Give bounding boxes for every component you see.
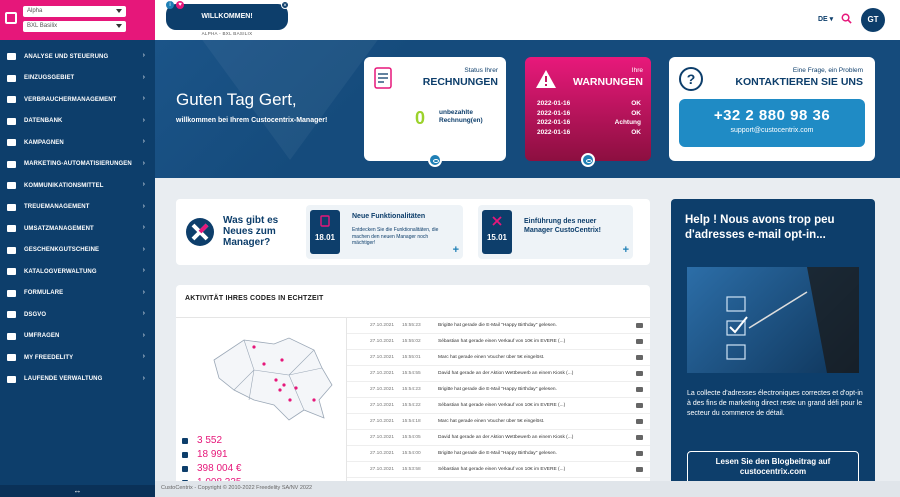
chevron-right-icon: › [142, 288, 145, 296]
sidebar-item[interactable] [0, 326, 155, 348]
sidebar-item-label: EINZUGSGEBIET [24, 75, 75, 82]
belgium-map [204, 330, 339, 425]
sidebar-header [0, 0, 155, 40]
contact-title-top: Eine Frage, ein Problem [792, 67, 863, 74]
sidebar-item-label: UMFRAGEN [24, 333, 60, 340]
sidebar-item-label: UMSATZMANAGEMENT [24, 225, 94, 232]
sidebar-item[interactable] [0, 154, 155, 176]
sidebar-item-label: DSGVO [24, 311, 47, 318]
sidebar-item-label: ANALYSE UND STEUERUNG [24, 53, 109, 60]
contact-email[interactable]: support@custocentrix.com [730, 127, 814, 134]
activity-msg: Brigitte hat gerade die E-Mail "Happy Birthday" gelesen. [438, 323, 557, 328]
warnings-list [537, 100, 641, 138]
plus-icon[interactable]: + [452, 244, 459, 256]
sidebar-item[interactable] [0, 261, 155, 283]
eye-icon[interactable] [581, 153, 595, 167]
sidebar-item[interactable] [0, 46, 155, 68]
chevron-right-icon: › [142, 202, 145, 210]
activity-date: 27.10.2021 [370, 451, 395, 456]
handshake-icon [6, 203, 17, 212]
news-card-title: Neue Funktionalitäten [352, 213, 426, 220]
database-icon [6, 117, 17, 126]
activity-row [347, 430, 650, 446]
chevron-right-icon: › [142, 138, 145, 145]
activity-row [347, 398, 650, 414]
sidebar-item[interactable] [0, 89, 155, 111]
sidebar-item-label: TREUEMANAGEMENT [24, 204, 90, 211]
chevron-right-icon: › [142, 116, 145, 124]
activity-msg: David hat gerade an der Aktion Wettbewerb an einem Kiosk (...) [438, 435, 574, 440]
activity-row [347, 414, 650, 430]
warning-icon [535, 69, 557, 89]
language-select[interactable]: DE ▾ [818, 16, 834, 23]
info-icon[interactable]: i [166, 1, 174, 9]
invoices-title: RECHNUNGEN [422, 76, 498, 88]
tools-icon [491, 215, 503, 227]
greeting-subtitle: willkommen bei Ihrem Custocentrix-Manager! [176, 117, 328, 124]
gift-card-icon [6, 246, 17, 255]
map-icon [6, 74, 17, 83]
tools-icon [6, 181, 17, 190]
invoices-count: 0 [415, 108, 426, 128]
activity-time: 15:54:22 [402, 403, 421, 408]
news-date-badge: 15.01 [482, 210, 512, 254]
activity-date: 27.10.2021 [370, 403, 395, 408]
mail-icon [636, 451, 643, 456]
activity-time: 15:54:55 [402, 371, 421, 376]
warning-status: OK [631, 109, 641, 117]
chevron-right-icon: › [142, 181, 145, 188]
activity-time: 15:53:58 [402, 467, 421, 472]
cart-icon [182, 452, 188, 458]
stat-mails: 3 552 [182, 435, 222, 446]
account-select[interactable]: Alpha [23, 6, 126, 17]
store-icon [5, 12, 17, 24]
activity-time: 15:55:02 [402, 339, 421, 344]
chevron-right-icon: › [142, 52, 145, 59]
activity-date: 27.10.2021 [370, 387, 395, 392]
activity-msg: Brigitte hat gerade die E-Mail "Happy Birthday" gelesen. [438, 451, 557, 456]
activity-row [347, 446, 650, 462]
activity-time: 15:54:05 [402, 435, 421, 440]
sidebar-item-label: VERBRAUCHERMANAGEMENT [24, 96, 117, 103]
sidebar-item-label: KATALOGVERWALTUNG [24, 268, 97, 275]
invoice-icon [374, 67, 392, 89]
activity-msg: Sébastian hat gerade einen Verkauf von 10€ im EVERE (...) [438, 403, 566, 408]
warning-status: OK [631, 128, 641, 136]
footer: CustoCentrix - Copyright © 2010-2022 Freedelity SA/NV 2022 [155, 481, 900, 497]
survey-icon [6, 332, 17, 341]
activity-row [347, 462, 650, 478]
chart-line-icon [6, 52, 17, 61]
chevron-right-icon: › [142, 245, 145, 253]
warning-date: 2022-01-16 [537, 109, 571, 117]
warning-status: Achtung [614, 119, 641, 126]
activity-msg: Sébastian hat gerade einen Verkauf von 10€ im EVERE (...) [438, 339, 566, 344]
activity-time: 15:54:23 [402, 387, 421, 392]
warning-row [537, 119, 641, 129]
sidebar-menu [0, 46, 155, 390]
search-icon[interactable] [841, 13, 852, 24]
sidebar-item[interactable] [0, 283, 155, 305]
custocentrix-logo-icon [185, 217, 215, 247]
close-icon[interactable]: × [281, 1, 289, 9]
chevron-right-icon: › [142, 73, 145, 81]
top-header [155, 0, 900, 40]
automation-icon [6, 160, 17, 169]
greeting: Guten Tag Gert, [176, 90, 297, 109]
warning-status: OK [631, 100, 641, 107]
chevron-right-icon: › [142, 353, 145, 360]
contact-box[interactable] [679, 99, 865, 147]
activity-row [347, 382, 650, 398]
heart-icon [6, 353, 17, 362]
sidebar-item-label: DATENBANK [24, 118, 63, 125]
chevron-right-icon: › [142, 95, 145, 102]
sidebar-item[interactable] [0, 240, 155, 262]
read-blog-button[interactable]: Lesen Sie den Blogbeitrag auf custocentrix.com [687, 451, 859, 485]
collapse-sidebar-button[interactable]: ↔ [0, 485, 155, 497]
activity-row [347, 318, 650, 334]
chevron-right-icon: › [142, 224, 145, 231]
news-card-text: Entdecken Sie die Funktionalitäten, die machen den neuen Manager noch mächtiger! [352, 227, 439, 246]
news-card-2[interactable] [478, 205, 633, 259]
activity-date: 27.10.2021 [370, 355, 395, 360]
mail-icon [636, 323, 643, 328]
sidebar-item[interactable] [0, 304, 155, 326]
cart-icon [636, 339, 643, 344]
sidebar-item[interactable] [0, 68, 155, 90]
document-icon [319, 215, 331, 227]
activity-date: 27.10.2021 [370, 419, 395, 424]
cart-icon [6, 224, 17, 233]
question-icon: ? [679, 67, 703, 91]
sidebar-item-label: GESCHENKGUTSCHEINE [24, 247, 100, 254]
activity-title: AKTIVITÄT IHRES CODES IN ECHTZEIT [185, 295, 324, 302]
mail-icon [182, 438, 188, 444]
help-panel [671, 199, 875, 497]
activity-time: 15:54:00 [402, 451, 421, 456]
activity-feed [346, 317, 650, 497]
eye-icon[interactable] [428, 153, 442, 167]
monitor-icon [636, 371, 643, 376]
help-image [687, 267, 859, 373]
sidebar-item-label: MARKETING-AUTOMATISIERUNGEN [24, 161, 132, 168]
chevron-right-icon: › [142, 374, 145, 382]
contact-card [669, 57, 875, 161]
mail-icon [636, 387, 643, 392]
plus-icon[interactable]: + [622, 244, 629, 256]
activity-msg: Sébastian hat gerade einen Verkauf von 10€ im EVERE (...) [438, 467, 566, 472]
chevron-right-icon: › [142, 331, 145, 339]
warning-date: 2022-01-16 [537, 128, 571, 136]
activity-msg: David hat gerade an der Aktion Wettbewerb an einem Kiosk (...) [438, 371, 574, 376]
chevron-right-icon: › [142, 267, 145, 274]
help-title: Help ! Nous avons trop peu d'adresses e-mail opt-in... [685, 214, 835, 241]
sidebar-item-label: FORMULARE [24, 290, 64, 297]
activity-time: 15:55:23 [402, 323, 421, 328]
cart-icon [636, 403, 643, 408]
stat-revenue: 398 004 € [182, 463, 242, 474]
avatar[interactable]: GT [861, 8, 885, 32]
voucher-icon [636, 355, 643, 360]
sidebar-item-label: KOMMUNIKATIONSMITTEL [24, 182, 104, 189]
heart-icon[interactable]: ♥ [176, 1, 184, 9]
sidebar-item[interactable] [0, 218, 155, 240]
chevron-right-icon: › [142, 310, 145, 317]
news-date-badge: 18.01 [310, 210, 340, 254]
chevron-right-icon: › [142, 159, 145, 167]
activity-map-area [176, 317, 346, 497]
warnings-card[interactable] [525, 57, 651, 161]
activity-date: 27.10.2021 [370, 435, 395, 440]
warning-date: 2022-01-16 [537, 100, 571, 107]
contact-title: KONTAKTIEREN SIE UNS [735, 76, 863, 88]
activity-row [347, 366, 650, 382]
welcome-subtitle: ALPHA - BXL BASILIX [201, 31, 253, 36]
megaphone-icon [6, 138, 17, 147]
monitor-icon [636, 435, 643, 440]
card-icon [182, 466, 188, 472]
activity-time: 15:55:01 [402, 355, 421, 360]
sidebar-item[interactable] [0, 111, 155, 133]
warnings-title-top: Ihre [631, 67, 643, 74]
cart-icon [636, 467, 643, 472]
form-icon [6, 289, 17, 298]
activity-msg: Marc hat gerade einen Voucher über 5€ eingelöst. [438, 419, 545, 424]
sidebar-item[interactable] [0, 197, 155, 219]
sitemap-icon [6, 375, 17, 384]
voucher-icon [636, 419, 643, 424]
news-panel [176, 199, 650, 265]
stat-sales: 18 991 [182, 449, 228, 460]
news-card-1[interactable] [306, 205, 463, 259]
store-select[interactable]: BXL Basilix [23, 21, 126, 32]
invoices-label: unbezahlte Rechnung(en) [439, 109, 483, 124]
users-icon [6, 95, 17, 104]
activity-panel [176, 285, 650, 497]
sidebar-item-label: KAMPAGNEN [24, 139, 64, 146]
warnings-title: WARNUNGEN [573, 76, 643, 88]
activity-date: 27.10.2021 [370, 323, 395, 328]
sidebar-item[interactable] [0, 347, 155, 369]
contact-phone[interactable]: +32 2 880 98 36 [713, 107, 831, 124]
warning-date: 2022-01-16 [537, 119, 571, 126]
activity-time: 15:54:18 [402, 419, 421, 424]
activity-msg: Brigitte hat gerade die E-Mail "Happy Birthday" gelesen. [438, 387, 557, 392]
news-heading: Was gibt es Neues zum Manager? [223, 215, 279, 248]
activity-row [347, 334, 650, 350]
warning-row [537, 129, 641, 139]
sidebar-item-label: MY FREEDELITY [24, 354, 74, 361]
invoices-card[interactable] [364, 57, 506, 161]
checklist-illustration [687, 267, 859, 373]
activity-date: 27.10.2021 [370, 467, 395, 472]
sidebar [0, 0, 155, 497]
news-card-title: Einführung des neuer Manager CustoCentrix! [524, 218, 602, 234]
activity-row [347, 350, 650, 366]
sidebar-item-label: LAUFENDE VERWALTUNG [24, 376, 103, 383]
activity-date: 27.10.2021 [370, 371, 395, 376]
activity-date: 27.10.2021 [370, 339, 395, 344]
shield-icon [6, 310, 17, 319]
invoices-title-top: Status Ihrer [464, 67, 498, 74]
sidebar-item[interactable] [0, 369, 155, 391]
sidebar-item[interactable] [0, 132, 155, 154]
warning-row [537, 110, 641, 120]
sidebar-item[interactable] [0, 175, 155, 197]
hero-banner [155, 40, 900, 178]
catalog-icon [6, 267, 17, 276]
activity-msg: Marc hat gerade einen Voucher über 5€ eingelöst. [438, 355, 545, 360]
help-body: La collecte d'adresses électroniques correctes et d'opt-in à des fins de marketing direct reste un grand défi pour le secteur du commerce de détail. [687, 390, 863, 417]
welcome-pill[interactable]: WILLKOMMEN! [166, 4, 288, 30]
warning-row [537, 100, 641, 110]
